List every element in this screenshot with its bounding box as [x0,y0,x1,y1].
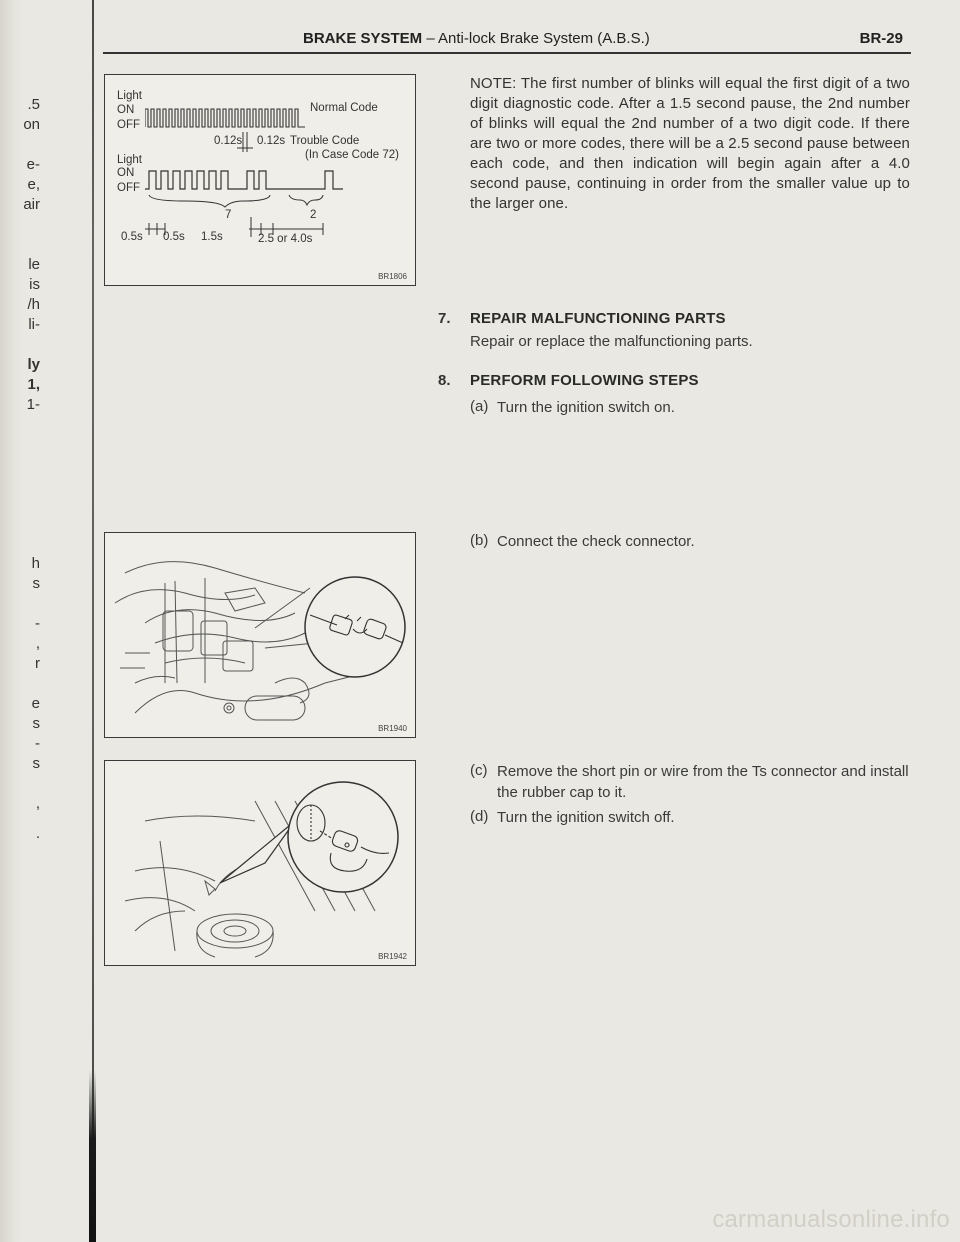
step-body: Repair or replace the malfunctioning parts. [470,333,753,350]
figure-code: BR1806 [378,272,407,281]
prev-page-text: e- [26,156,40,173]
time-label: 2.5 or 4.0s [258,233,313,245]
prev-page-text: .5 [27,96,40,113]
prev-page-text: e, [27,176,40,193]
pulse-duration-arrows [237,132,257,154]
digit-2-label: 2 [310,209,317,221]
header-section: BRAKE SYSTEM [303,30,423,47]
light-label: Light [117,90,142,102]
prev-page-text: is [29,276,40,293]
step-number: 7. [438,310,451,327]
prev-page-text: ly [27,356,40,373]
substep-letter: (c) [470,762,488,779]
prev-page-text: - [35,615,40,632]
substep-letter: (b) [470,532,489,549]
note-paragraph: NOTE: The first number of blinks will equal the first digit of a two digit diagnostic code. After a 1.5 second pause, the 2nd number of blinks will equal the 2nd number of a two digit code. If there are two or more codes, there will be a 2.5 second pause between each code, and then indication will begin again after a 4.0 second pause, continuing in order from the smaller value up to the larger one. [470,75,910,212]
step-title: PERFORM FOLLOWING STEPS [470,372,699,389]
step-number: 8. [438,372,451,389]
gutter-shadow [89,1070,96,1242]
substep-text: Turn the ignition switch off. [497,809,675,826]
light-label: Light [117,154,142,166]
on-label: ON [117,167,135,179]
prev-page-text: 1- [26,396,40,413]
blink-timing-figure [104,74,416,286]
case-code-label: (In Case Code 72) [305,149,399,161]
prev-page-text: li- [28,316,40,333]
check-connector-figure [104,532,416,738]
prev-page-text: s [32,755,40,772]
normal-code-label: Normal Code [310,102,378,114]
pulse-duration-left: 0.12s [214,135,243,147]
header-title [303,30,650,47]
engine-bay-illustration [105,533,415,737]
digit-7-label: 7 [225,209,232,221]
prev-page-text: 1, [27,376,40,393]
off-label: OFF [117,119,140,131]
time-label: 1.5s [201,231,223,243]
prev-page-text: le [28,256,40,273]
header-rule [103,52,911,54]
substep-text: Turn the ignition switch on. [497,399,675,416]
prev-page-text: . [35,825,40,842]
substep-text: Remove the short pin or wire from the Ts connector and install the rubber cap to it. [497,763,909,801]
prev-page-text: h [31,555,40,572]
substep-text: Connect the check connector. [497,533,695,550]
figure-code: BR1940 [378,724,407,733]
step-title: REPAIR MALFUNCTIONING PARTS [470,310,726,327]
prev-page-text: s [32,715,40,732]
time-label: 0.5s [163,231,185,243]
substep-letter: (d) [470,808,489,825]
gutter-line [92,0,94,1242]
substep-letter: (a) [470,398,489,415]
page-number: BR-29 [859,30,903,47]
page-header [103,30,911,54]
on-label: ON [117,104,135,116]
rubber-cap-figure [104,760,416,966]
time-label: 0.5s [121,231,143,243]
pulse-duration-right: 0.12s [257,135,286,147]
off-label: OFF [117,182,140,194]
figure-code: BR1942 [378,952,407,961]
prev-page-text: air [23,196,40,213]
prev-page-text: , [35,795,40,812]
header-subtitle: – Anti-lock Brake System (A.B.S.) [422,30,650,47]
prev-page-text: r [35,655,40,672]
prev-page-text: /h [27,296,40,313]
trouble-code-label: Trouble Code [290,135,360,147]
prev-page-text: - [35,735,40,752]
prev-page-text: s [32,575,40,592]
prev-page-text: on [23,116,40,133]
watermark: carmanualsonline.info [712,1206,950,1233]
normal-code-waveform [145,105,305,131]
prev-page-text: , [35,635,40,652]
prev-page-text: e [31,695,40,712]
ts-connector-illustration [105,761,415,965]
